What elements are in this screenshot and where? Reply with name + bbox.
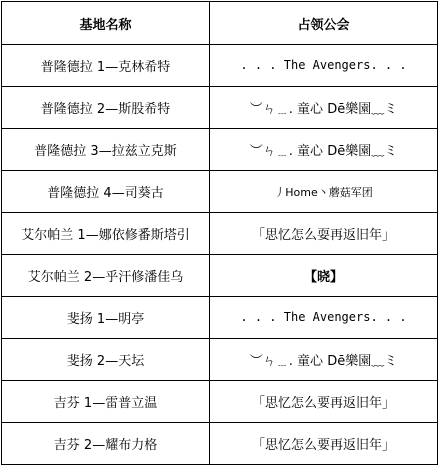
guild-name: 丿Home丶蘑菇军团 <box>274 185 373 199</box>
guild-name: ︶ㄣ﹍. 童心 Dē樂園﹏ミ <box>249 354 398 369</box>
base-name-cell: 普隆德拉 1—克林希特 <box>2 45 210 87</box>
table-row <box>2 213 438 255</box>
base-name-cell: 普隆德拉 3—拉兹立克斯 <box>2 129 210 171</box>
guild-name: . . . The Avengers. . . <box>240 310 407 324</box>
base-name-cell: 普隆德拉 2—斯股希特 <box>2 87 210 129</box>
guild-cell <box>210 129 438 171</box>
base-name-cell: 艾尔帕兰 1—娜依修番斯塔引 <box>2 213 210 255</box>
base-name-cell: 吉芬 2—耀布力格 <box>2 423 210 465</box>
guild-name: 【晓】 <box>303 270 343 285</box>
guild-name: 「思忆怎么要再返旧年」 <box>251 396 395 411</box>
guild-cell <box>210 213 438 255</box>
table-row <box>2 87 438 129</box>
guild-occupation-table <box>1 1 438 465</box>
table-row <box>2 339 438 381</box>
table-row <box>2 255 438 297</box>
table-row <box>2 171 438 213</box>
guild-cell <box>210 423 438 465</box>
table-row <box>2 381 438 423</box>
guild-cell <box>210 171 438 213</box>
base-name-cell: 斐扬 1—明亭 <box>2 297 210 339</box>
table-row <box>2 297 438 339</box>
header-occupying-guild: 占领公会 <box>210 2 438 45</box>
guild-cell <box>210 381 438 423</box>
guild-cell <box>210 339 438 381</box>
table-row <box>2 45 438 87</box>
guild-cell <box>210 297 438 339</box>
table-row <box>2 423 438 465</box>
base-name-cell: 斐扬 2—天坛 <box>2 339 210 381</box>
table-row <box>2 129 438 171</box>
guild-name: ︶ㄣ﹍. 童心 Dē樂園﹏ミ <box>249 144 398 159</box>
base-name-cell: 艾尔帕兰 2—乎汗修潘佳乌 <box>2 255 210 297</box>
base-name-cell: 普隆德拉 4—司葵古 <box>2 171 210 213</box>
guild-name: ︶ㄣ﹍. 童心 Dē樂園﹏ミ <box>249 102 398 117</box>
guild-cell <box>210 255 438 297</box>
guild-name: . . . The Avengers. . . <box>240 58 407 72</box>
guild-name: 「思忆怎么耍再返旧年」 <box>251 228 395 243</box>
header-base-name: 基地名称 <box>2 2 210 45</box>
base-name-cell: 吉芬 1—雷普立温 <box>2 381 210 423</box>
guild-name: 「思忆怎么要再返旧年」 <box>251 438 395 453</box>
table-header-row <box>2 2 438 45</box>
guild-cell <box>210 87 438 129</box>
guild-cell <box>210 45 438 87</box>
